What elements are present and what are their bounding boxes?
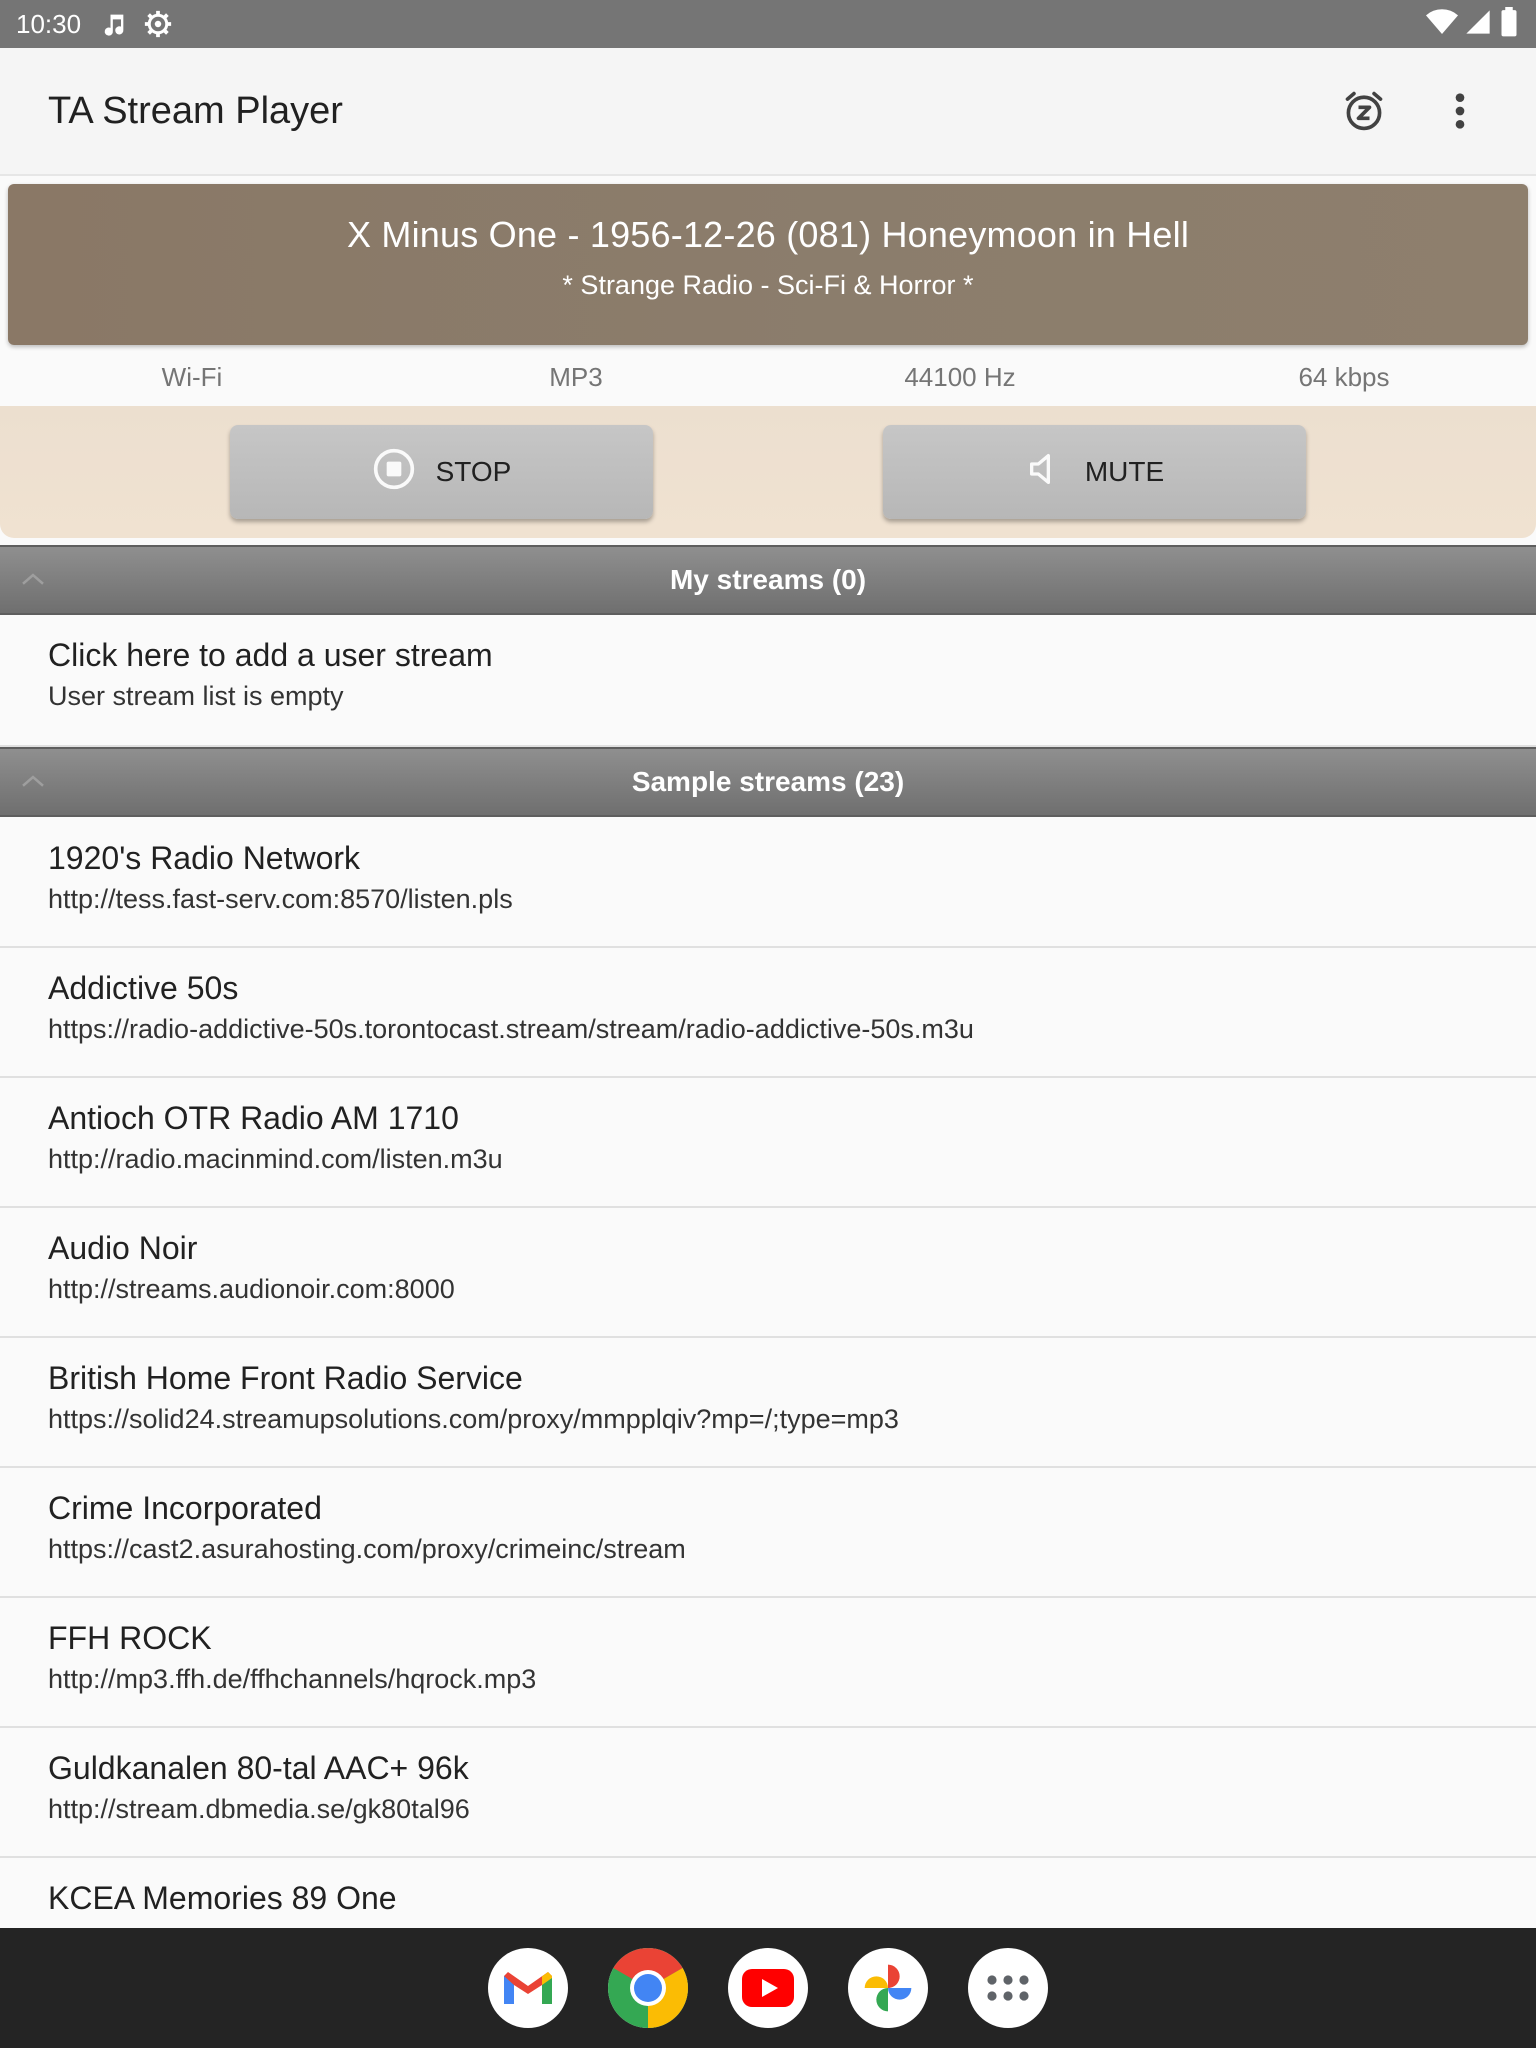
stream-url: http://mp3.ffh.de/ffhchannels/hqrock.mp3	[48, 1664, 537, 1694]
my-streams-header[interactable]	[0, 545, 1536, 615]
stream-name: Guldkanalen 80-tal AAC+ 96k	[48, 1750, 469, 1786]
app-bar	[0, 48, 1536, 176]
cell-signal-icon	[1464, 8, 1492, 41]
now-playing-station: * Strange Radio - Sci-Fi & Horror *	[562, 270, 974, 300]
status-bar	[0, 0, 1536, 48]
photos-icon[interactable]	[848, 1948, 928, 2028]
stream-bitrate: 64 kbps	[1298, 361, 1390, 392]
stream-list-item[interactable]	[0, 1208, 1536, 1338]
app-title: TA Stream Player	[48, 89, 343, 132]
sample-streams-title: Sample streams (23)	[631, 766, 905, 797]
stream-name: British Home Front Radio Service	[48, 1360, 523, 1396]
stream-url: https://cast2.asurahosting.com/proxy/crimeinc/stream	[48, 1534, 686, 1564]
stream-name: FFH ROCK	[48, 1620, 212, 1656]
speaker-icon	[1025, 449, 1065, 496]
stop-button[interactable]	[230, 425, 653, 519]
app-dock	[0, 1928, 1536, 2048]
playback-controls	[0, 406, 1536, 538]
stream-name: Audio Noir	[48, 1230, 198, 1266]
now-playing-panel	[8, 184, 1528, 345]
stream-list-item[interactable]	[0, 1728, 1536, 1858]
chrome-icon[interactable]	[608, 1948, 688, 2028]
add-user-stream-item[interactable]	[0, 615, 1536, 747]
stream-url: http://tess.fast-serv.com:8570/listen.pls	[48, 884, 513, 914]
stream-url: https://solid24.streamupsolutions.com/proxy/mmpplqiv?mp=/;type=mp3	[48, 1404, 899, 1434]
stream-list-item[interactable]	[0, 948, 1536, 1078]
wifi-icon	[1426, 8, 1458, 41]
stream-name: 1920's Radio Network	[48, 840, 361, 876]
status-time: 10:30	[16, 8, 82, 39]
chevron-up-icon	[18, 565, 48, 595]
stream-sample-rate: 44100 Hz	[904, 361, 1016, 392]
gmail-icon[interactable]	[488, 1948, 568, 2028]
stream-list-item[interactable]	[0, 1858, 1536, 1928]
stream-url: http://stream.dbmedia.se/gk80tal96	[48, 1794, 470, 1824]
battery-icon	[1498, 7, 1520, 42]
sample-streams-header[interactable]	[0, 747, 1536, 817]
stream-list-item[interactable]	[0, 1468, 1536, 1598]
sleep-timer-icon[interactable]	[1336, 83, 1392, 139]
stream-name: KCEA Memories 89 One	[48, 1880, 397, 1916]
stream-network: Wi-Fi	[161, 361, 223, 392]
stream-url: http://radio.macinmind.com/listen.m3u	[48, 1144, 503, 1174]
chevron-up-icon	[18, 767, 48, 797]
stream-format: MP3	[549, 361, 603, 392]
stream-name: Crime Incorporated	[48, 1490, 322, 1526]
stream-list-item[interactable]	[0, 818, 1536, 948]
music-note-icon	[99, 9, 129, 39]
more-vert-icon[interactable]	[1432, 83, 1488, 139]
list-item-title: Click here to add a user stream	[48, 637, 493, 673]
stream-list-item[interactable]	[0, 1598, 1536, 1728]
stream-list-item[interactable]	[0, 1338, 1536, 1468]
stop-label: STOP	[435, 456, 512, 487]
now-playing-title: X Minus One - 1956-12-26 (081) Honeymoon in Hell	[346, 214, 1190, 255]
app-drawer-icon[interactable]	[968, 1948, 1048, 2028]
stream-name: Antioch OTR Radio AM 1710	[48, 1100, 459, 1136]
my-streams-title: My streams (0)	[669, 564, 867, 595]
mute-button[interactable]	[883, 425, 1306, 519]
stream-list-item[interactable]	[0, 1078, 1536, 1208]
stream-info-bar	[0, 350, 1536, 404]
list-item-subtitle: User stream list is empty	[48, 681, 344, 711]
stream-url: https://radio-addictive-50s.torontocast.stream/stream/radio-addictive-50s.m3u	[48, 1014, 974, 1044]
stream-name: Addictive 50s	[48, 970, 239, 1006]
stop-icon	[372, 447, 416, 498]
mute-label: MUTE	[1084, 456, 1165, 487]
settings-gear-icon	[143, 9, 173, 39]
stream-url: http://streams.audionoir.com:8000	[48, 1274, 455, 1304]
youtube-icon[interactable]	[728, 1948, 808, 2028]
